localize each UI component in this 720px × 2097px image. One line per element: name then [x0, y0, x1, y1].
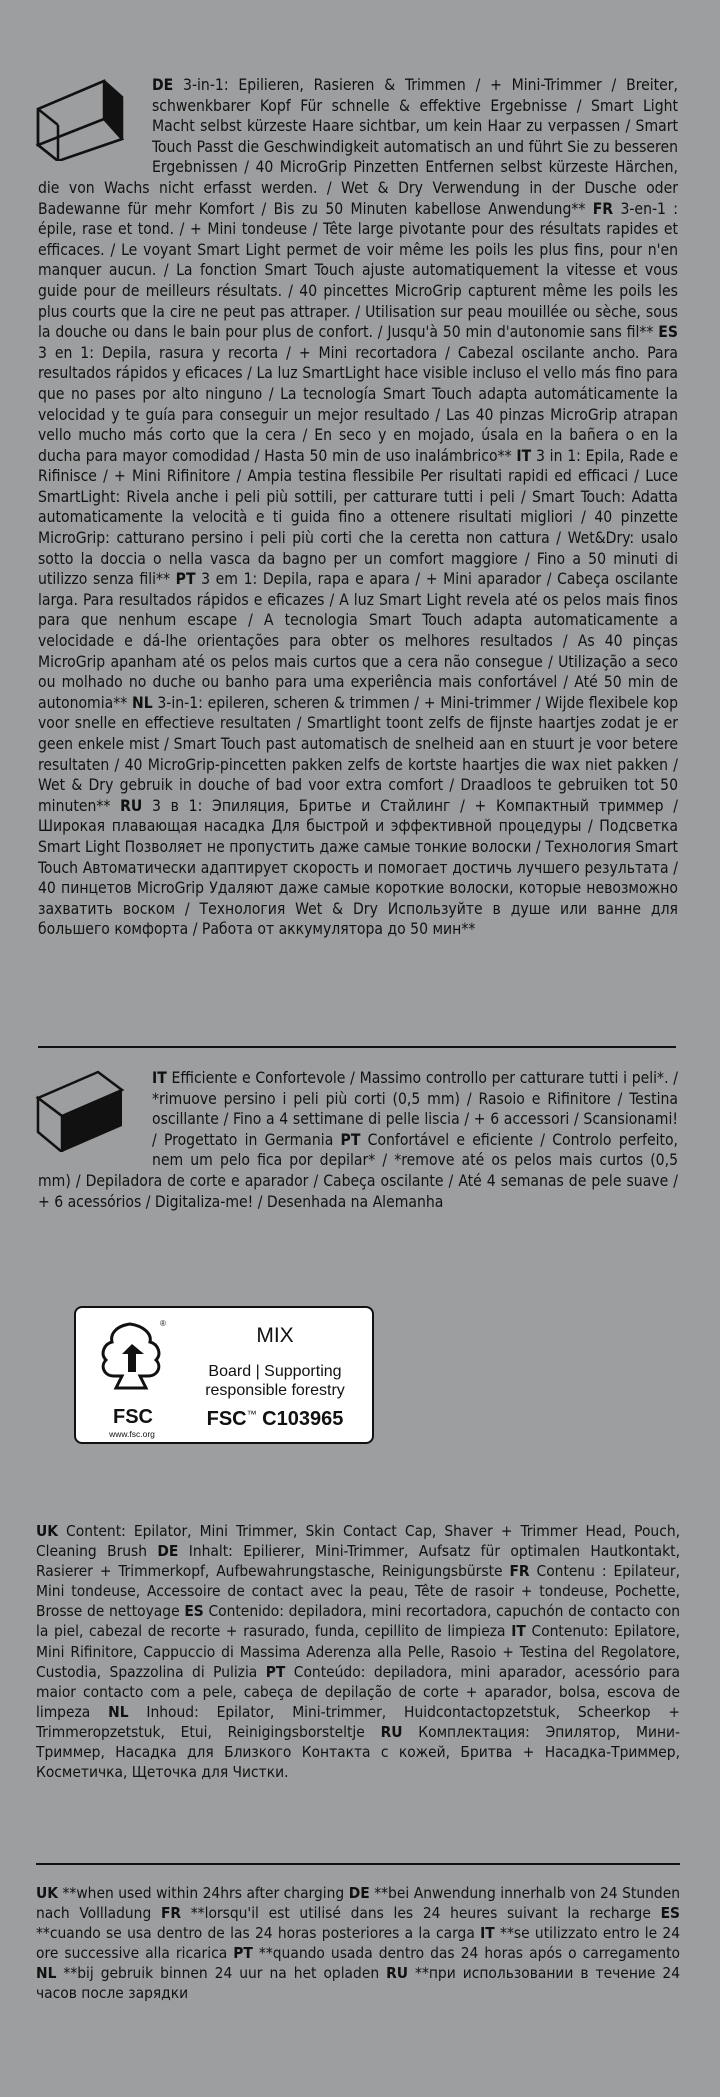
contents-section: [36, 1521, 680, 1782]
language-segment: **bij gebruik binnen 24 uur na het opladen: [56, 1964, 387, 1983]
language-segment: 3-en-1 : épile, rase et tond. / + Mini tondeuse / Tête large pivotante pour des résultats rapides et efficaces. / Le voyant Smart Light permet de voir même les poils les plus fins, pour n'en manquer aucun. / La fonction Smart Touch ajuste automatiquement la vitesse et vous guide pour de meilleurs résultats. / 40 pincettes MicroGrip capturent même les poils les plus courts que la cire ne peut pas attraper. / Utilisation sur peau mouillée ou sèche, sous la douche ou dans le bain pour plus de confort. / Jusqu'à 50 min d'autonomie sans fil**: [38, 199, 678, 342]
fsc-license-code: [184, 1408, 366, 1431]
language-segment: 3 em 1: Depila, rapa e apara / + Mini aparador / Cabeça oscilante larga. Para resultados rápidos e eficazes / A luz Smart Light revela até os pelos mais finos para que nenhum escape / A tecnologia Smart Touch adapta automaticamente a velocidade e dá-lhe orientações para obter os melhores resultados / As 40 pinças MicroGrip apanham até os pelos mais curtos que a cera não consegue / Utilização a seco ou molhado no duche ou banho para uma experiência mais confortável / Até 50 min de autonomia**: [38, 570, 679, 712]
language-segment: Efficiente e Confortevole / Massimo controllo per catturare tutti i peli*. / *rimuove persino i peli più corti (0,5 mm) / Rasoio e Rifinitore / Testina oscillante / Fino a 4 settimane di pelle liscia / + 6 accessori / Scansionami! / Progettato in Germania: [152, 1069, 678, 1149]
language-code: DE: [157, 1542, 179, 1561]
svg-text:®: ®: [160, 1319, 166, 1328]
language-segment: **se utilizzato entro le 24 ore successive alla ricarica: [36, 1924, 681, 1963]
language-segment: **lorsqu'il est utilisé dans les 24 heures suivant la recharge: [181, 1904, 661, 1923]
language-segment: **when used within 24hrs after charging: [57, 1884, 349, 1902]
divider: [36, 1863, 680, 1865]
language-code: NL: [131, 693, 153, 712]
fsc-line2: responsible forestry: [205, 1382, 345, 1399]
fsc-line1: Board | Supporting: [208, 1363, 342, 1380]
language-segment: **cuando se usa dentro de las 24 horas posteriores a la carga: [36, 1924, 481, 1943]
fsc-tree-logo: [86, 1314, 176, 1438]
language-segment: **при использовании в течение 24 часов после зарядки: [36, 1964, 680, 2003]
open-box-icon: [34, 75, 144, 161]
language-segment: **bei Anwendung innerhalb von 24 Stunden nach Vollladung: [36, 1884, 680, 1923]
language-code: PT: [340, 1130, 361, 1149]
language-code: UK: [36, 1884, 58, 1902]
language-segment: 3 в 1: Эпиляция, Бритье и Стайлинг / + Компактный триммер / Широкая плавающая насадка Для быстрой и эффективной процедуры / Подсветка Smart Light Позволяет не пропустить даже самые тонкие волоски / Технология Smart Touch Автоматически адаптирует скорость и помогает достичь лучшего результата / 40 пинцетов MicroGrip Удаляют даже самые короткие волоски, которые невозможно захватить воском / Технология Wet & Dry Используйте в душе или ванне для большего комфорта / Работа от аккумулятора до 50 мин**: [38, 796, 678, 939]
language-segment: Contenu : Epilateur, Mini tondeuse, Accessoire de contact avec la peau, Tête de rasoir + tondeuse, Pochette, Brosse de nettoyage: [36, 1562, 681, 1621]
features-section: [38, 75, 678, 940]
language-segment: Confortável e eficiente / Controlo perfeito, nem um pelo fica por depilar* / *remove até os pelos mais curtos (0,5 mm) / Depiladora de corte e aparador / Cabeça oscilante / Até 4 semanas de pele suave / + 6 acessórios / Digitaliza-me! / Desenhada na Alemanha: [38, 1130, 679, 1211]
language-segment: **quando usada dentro das 24 horas após o carregamento: [252, 1944, 680, 1963]
language-code: RU: [120, 796, 143, 815]
claims-section: [38, 1068, 678, 1212]
features-text: [38, 76, 678, 938]
language-segment: Комплектация: Эпилятор, Мини-Триммер, Насадка для Близкого Контакта с кожей, Бритва + Насадка-Триммер, Косметичка, Щеточка для Чистки.: [36, 1722, 680, 1782]
language-code: DE: [348, 1884, 370, 1902]
language-code: IT: [516, 446, 532, 465]
language-segment: 3-in-1: epileren, scheren & trimmen / + Mini-trimmer / Wijde flexibele kop voor snelle en effectieve resultaten / Smartlight toont zelfs de fijnste haartjes zodat je er geen enkele mist / Smart Touch past automatisch de snelheid aan en stuurt je voor betere resultaten / 40 MicroGrip-pincetten pakken zelfs de kortste haartjes die wax niet pakken / Wet & Dry gebruik in douche of bad voor extra comfort / Draadloos te gebruiken tot 50 minuten**: [38, 693, 678, 815]
language-code: PT: [233, 1944, 253, 1963]
language-segment: Inhalt: Epilierer, Mini-Trimmer, Aufsatz für optimalen Hautkontakt, Rasierer + Trimmerkopf, Aufbewahrungstasche, Reinigungsbürste: [36, 1542, 680, 1581]
language-code: DE: [152, 76, 174, 94]
footnotes-section: [36, 1883, 680, 2004]
language-code: NL: [36, 1964, 57, 1983]
fsc-url: www.fsc.org: [109, 1429, 155, 1439]
fsc-logo-text: FSC: [113, 1406, 153, 1428]
language-code: PT: [175, 570, 196, 589]
language-segment: Content: Epilator, Mini Trimmer, Skin Contact Cap, Shaver + Trimmer Head, Pouch, Cleaning Brush: [36, 1522, 680, 1561]
language-segment: Conteúdo: depiladora, mini aparador, acessório para maior contacto com a pele, cabeça de depilação de corte + aparador, bolsa, escova de limpeza: [36, 1662, 680, 1721]
divider: [38, 1046, 676, 1048]
language-code: FR: [509, 1562, 530, 1581]
language-segment: 3 in 1: Epila, Rade e Rifinisce / + Mini Rifinitore / Ampia testina flessibile Per risultati rapidi ed efficaci / Luce SmartLight: Rivela anche i peli più sottili, per catturare tutti i peli / Smart Touch: Adatta automaticamente la velocità e ti guida fino a ottenere risultati migliori / 40 pinzette MicroGrip: catturano persino i peli più corti che la ceretta non cattura / Wet&Dry: usalo sotto la doccia o nella vasca da bagno per un comfort maggiore / Fino a 50 minuti di utilizzo senza fili**: [38, 446, 679, 589]
language-code: FR: [592, 199, 614, 218]
language-code: IT: [511, 1622, 526, 1641]
language-code: RU: [386, 1964, 409, 1983]
fsc-tree-icon: [86, 1314, 176, 1404]
language-code: IT: [152, 1069, 167, 1087]
language-code: PT: [265, 1662, 286, 1681]
language-code: ES: [658, 323, 678, 342]
language-code: ES: [660, 1904, 680, 1923]
language-code: FR: [160, 1904, 182, 1923]
language-segment: 3 en 1: Depila, rasura y recorta / + Mini recortadora / Cabezal oscilante ancho. Para resultados rápidos y eficaces / La luz SmartLight hace visible incluso el vello más fino para que no pases por alto ninguno / La tecnología Smart Touch adapta automáticamente la velocidad y te guía para conseguir un mejor resultado / Las 40 pinzas MicroGrip atrapan vello mucho más corto que la cera / En seco y en mojado, úsala en la bañera o en la ducha para mayor comodidad / Hasta 50 min de uso inalámbrico**: [38, 343, 678, 465]
contents-text: [36, 1522, 680, 1781]
language-code: NL: [108, 1702, 129, 1721]
fsc-code-prefix: FSC: [206, 1408, 247, 1430]
language-segment: Contenido: depiladora, mini recortadora, capuchón de contacto con la piel, cabezal de recorte + rasurado, funda, cepillito de limpieza: [36, 1602, 681, 1641]
fsc-code-tm: ™: [246, 1409, 257, 1421]
language-code: ES: [184, 1602, 204, 1621]
language-segment: Contenuto: Epilatore, Mini Rifinitore, Cappuccio di Massima Aderenza alla Pelle, Rasoio + Testina del Regolatore, Custodia, Spazzolina di Pulizia: [36, 1622, 680, 1681]
fsc-mix: MIX: [256, 1324, 294, 1347]
fsc-description: [184, 1362, 366, 1400]
fsc-label: [74, 1306, 374, 1444]
closed-box-icon: [34, 1068, 144, 1152]
language-code: IT: [480, 1924, 495, 1943]
language-code: RU: [380, 1722, 403, 1741]
language-code: UK: [36, 1522, 58, 1540]
language-segment: Inhoud: Epilator, Mini-trimmer, Huidcontactopzetstuk, Scheerkop + Trimmeropzetstuk, Etui, Reinigingsborsteltje: [36, 1702, 680, 1741]
fsc-code-number: C103965: [256, 1408, 344, 1430]
footnotes-text: [36, 1884, 680, 2002]
language-segment: 3-in-1: Epilieren, Rasieren & Trimmen / + Mini-Trimmer / Breiter, schwenkbarer Kopf Für schnelle & effektive Ergebnisse / Smart Light Macht selbst kürzeste Haare sichtbar, um kein Haar zu verpassen / Smart Touch Passt die Geschwindigkeit automatisch an und führt Sie zu besseren Ergebnissen / 40 MicroGrip Pinzetten Entfernen selbst kürzeste Härchen, die von Wachs nicht erfasst werden. / Wet & Dry Verwendung in der Dusche oder Badewanne für mehr Komfort / Bis zu 50 Minuten kabellose Anwendung**: [38, 76, 678, 218]
